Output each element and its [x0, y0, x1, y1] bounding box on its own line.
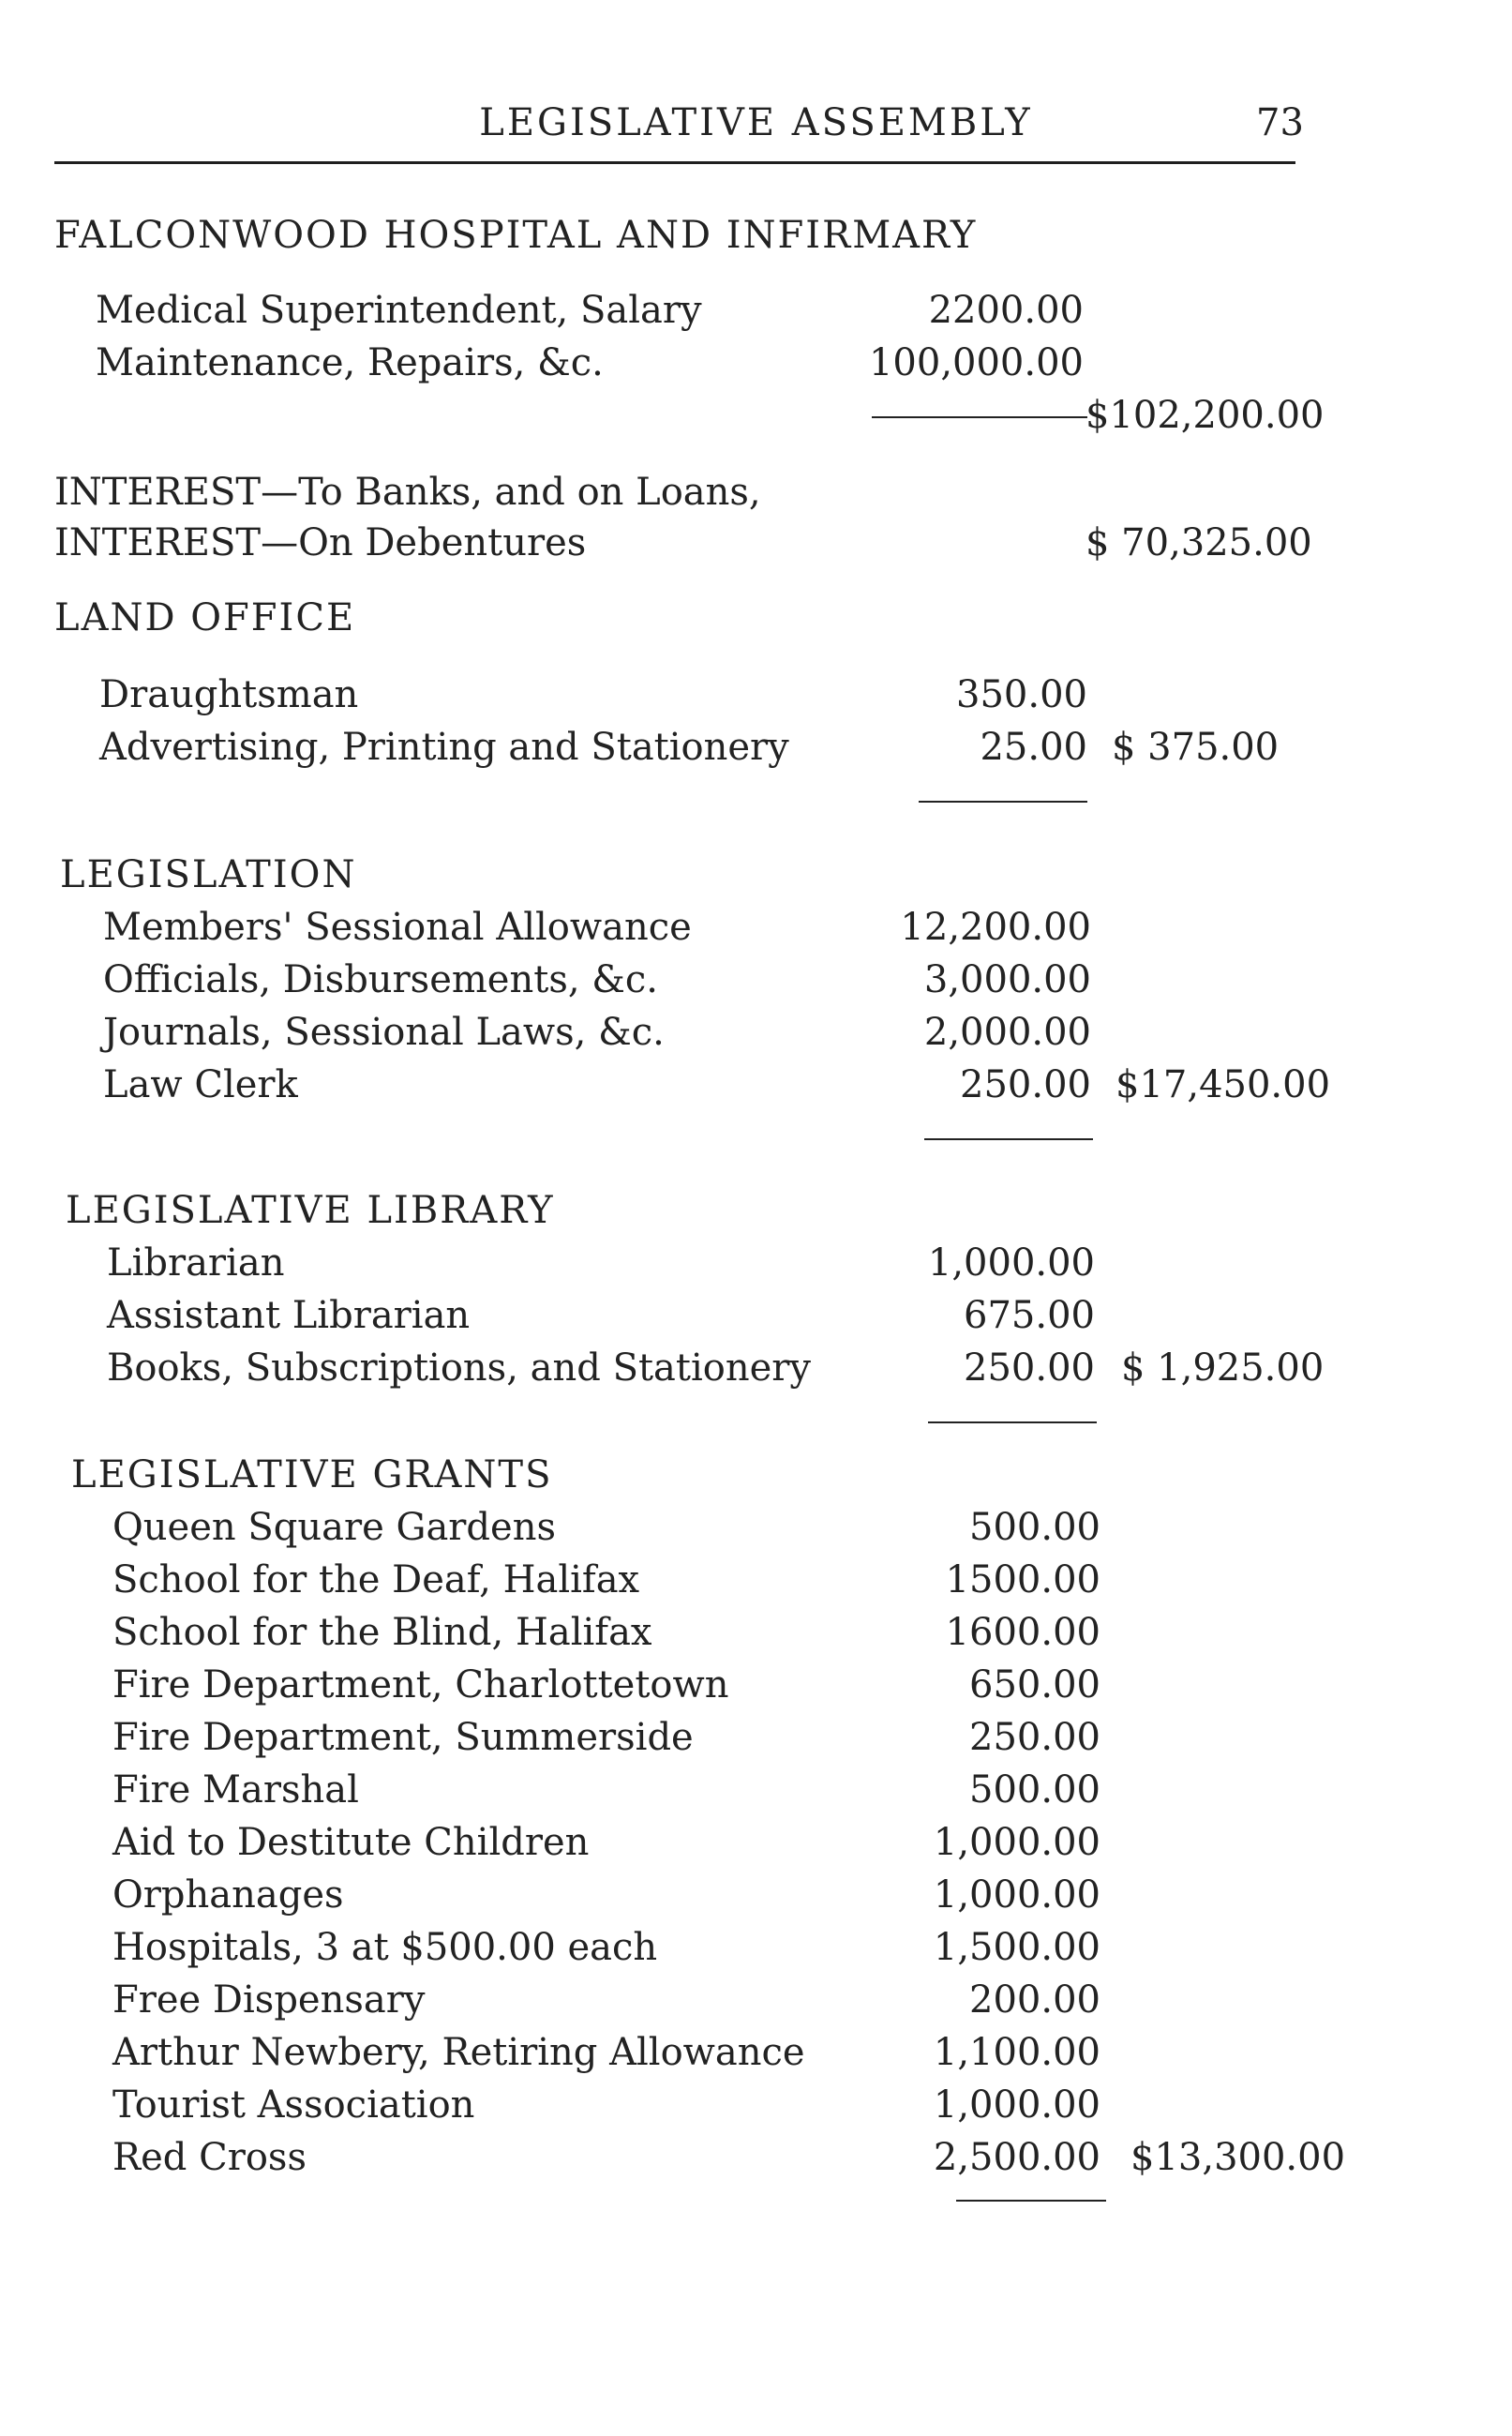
section-total: $17,450.00 — [1115, 1063, 1331, 1106]
item-amount: 350.00 — [956, 673, 1087, 716]
item-label: Maintenance, Repairs, &c. — [96, 341, 604, 384]
item-label: Members' Sessional Allowance — [103, 906, 692, 949]
item-label: Books, Subscriptions, and Stationery — [107, 1346, 811, 1390]
section-title-grants: LEGISLATIVE GRANTS — [71, 1453, 553, 1496]
section-total: $ 1,925.00 — [1121, 1346, 1325, 1390]
item-amount: 675.00 — [964, 1294, 1095, 1337]
subtotal-rule — [872, 416, 1087, 418]
section-total: $102,200.00 — [1085, 394, 1325, 437]
item-label: Orphanages — [112, 1873, 344, 1917]
item-label: Queen Square Gardens — [112, 1506, 556, 1549]
item-amount: 250.00 — [964, 1346, 1095, 1390]
item-amount: 100,000.00 — [868, 341, 1084, 384]
item-label: Red Cross — [112, 2136, 307, 2179]
item-label: Officials, Disbursements, &c. — [103, 958, 658, 1001]
item-amount: 250.00 — [969, 1716, 1100, 1759]
header-rule — [54, 161, 1295, 164]
item-amount: 1,000.00 — [933, 1821, 1100, 1864]
item-label: Draughtsman — [99, 673, 359, 716]
item-amount: 650.00 — [969, 1663, 1100, 1707]
section-total: $ 70,325.00 — [1085, 521, 1312, 564]
section-title-library: LEGISLATIVE LIBRARY — [66, 1189, 555, 1232]
section-title-land-office: LAND OFFICE — [54, 596, 356, 639]
item-amount: 1500.00 — [945, 1558, 1100, 1601]
item-label: Arthur Newbery, Retiring Allowance — [112, 2031, 805, 2074]
section-total: $ 375.00 — [1112, 726, 1280, 769]
item-label: Advertising, Printing and Stationery — [99, 726, 789, 769]
item-amount: 1600.00 — [945, 1611, 1100, 1654]
item-label: Aid to Destitute Children — [112, 1821, 590, 1864]
section-title-falconwood: FALCONWOOD HOSPITAL AND INFIRMARY — [54, 214, 978, 257]
item-label: Fire Marshal — [112, 1768, 359, 1812]
item-label: Fire Department, Charlottetown — [112, 1663, 729, 1707]
item-amount: 250.00 — [960, 1063, 1091, 1106]
item-amount: 2200.00 — [928, 289, 1084, 332]
item-amount: 1,000.00 — [927, 1241, 1095, 1285]
total-rule — [956, 2200, 1106, 2202]
item-label: Medical Superintendent, Salary — [96, 289, 702, 332]
item-label: School for the Deaf, Halifax — [112, 1558, 640, 1601]
item-label: Free Dispensary — [112, 1978, 426, 2022]
item-amount: 1,500.00 — [933, 1926, 1100, 1969]
interest-line-1: INTEREST—To Banks, and on Loans, — [54, 471, 761, 514]
running-header: LEGISLATIVE ASSEMBLY — [479, 101, 1033, 144]
item-amount: 25.00 — [980, 726, 1087, 769]
section-title-legislation: LEGISLATION — [60, 853, 357, 896]
item-label: Librarian — [107, 1241, 285, 1285]
item-amount: 1,000.00 — [933, 2083, 1100, 2127]
item-amount: 1,000.00 — [933, 1873, 1100, 1917]
item-amount: 12,200.00 — [900, 906, 1091, 949]
item-amount: 200.00 — [969, 1978, 1100, 2022]
item-label: Hospitals, 3 at $500.00 each — [112, 1926, 658, 1969]
item-amount: 2,000.00 — [923, 1011, 1091, 1054]
item-label: School for the Blind, Halifax — [112, 1611, 652, 1654]
total-rule — [924, 1138, 1093, 1140]
page-number: 73 — [1256, 101, 1304, 144]
item-label: Law Clerk — [103, 1063, 298, 1106]
section-total: $13,300.00 — [1130, 2136, 1346, 2179]
item-label: Assistant Librarian — [107, 1294, 471, 1337]
total-rule — [919, 801, 1087, 803]
item-amount: 500.00 — [969, 1768, 1100, 1812]
total-rule — [928, 1421, 1097, 1423]
item-label: Fire Department, Summerside — [112, 1716, 694, 1759]
item-label: Journals, Sessional Laws, &c. — [103, 1011, 665, 1054]
item-amount: 2,500.00 — [933, 2136, 1100, 2179]
interest-line-2: INTEREST—On Debentures — [54, 521, 587, 564]
item-amount: 1,100.00 — [933, 2031, 1100, 2074]
item-label: Tourist Association — [112, 2083, 475, 2127]
item-amount: 500.00 — [969, 1506, 1100, 1549]
item-amount: 3,000.00 — [923, 958, 1091, 1001]
